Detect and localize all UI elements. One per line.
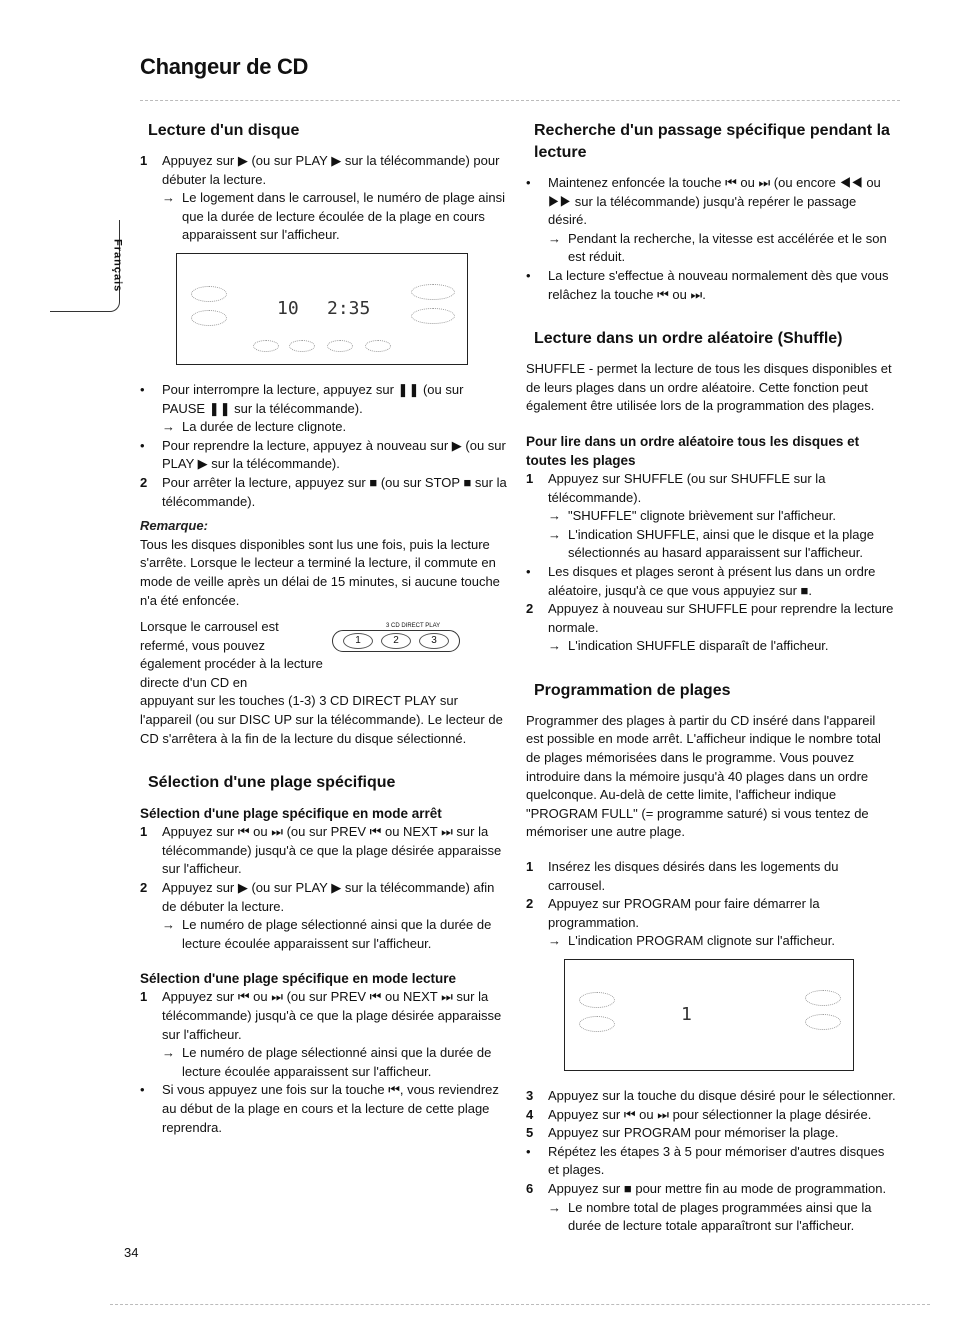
- section-heading-shuffle: Lecture dans un ordre aléatoire (Shuffle): [534, 330, 843, 348]
- step-text: Appuyez sur PROGRAM pour mémoriser la plage.: [548, 1125, 839, 1141]
- step: [526, 470, 896, 507]
- bullet-item: [526, 267, 896, 304]
- section-heading-recherche: Recherche d'un passage spécifique pendant la lecture: [534, 122, 890, 161]
- page-number: 34: [124, 1245, 139, 1260]
- step-text: Appuyez sur ▶ (ou sur PLAY ▶ sur la télécommande) afin de débuter la lecture.: [162, 880, 495, 914]
- direct-button-3: 3: [419, 633, 449, 649]
- arrow-icon: →: [548, 230, 561, 246]
- arrow-icon: →: [162, 1045, 175, 1061]
- step-number: 1: [140, 153, 148, 168]
- step: [140, 474, 510, 511]
- result-text: L'indication SHUFFLE disparaît de l'afficheur.: [568, 638, 829, 654]
- result-text: L'indication PROGRAM clignote sur l'afficheur.: [568, 933, 836, 949]
- step-text: Appuyez à nouveau sur SHUFFLE pour reprendre la lecture normale.: [548, 601, 894, 635]
- result-text: L'indication SHUFFLE, ainsi que le disque et la plage sélectionnés au hasard apparaissent sur l'afficheur.: [568, 526, 874, 561]
- step-number: 2: [140, 474, 148, 490]
- disc-segment-icon: [289, 340, 315, 352]
- bullet-icon: •: [526, 1143, 531, 1159]
- bullet-item: [140, 381, 510, 418]
- result-line: [526, 507, 896, 526]
- left-column: [140, 120, 510, 1137]
- arrow-icon: →: [548, 526, 561, 542]
- bullet-icon: •: [140, 381, 145, 397]
- result-text: Le logement dans le carrousel, le numéro de plage ainsi que la durée de lecture écoulée de la plage en cours apparaissent sur l'afficheur.: [182, 190, 506, 243]
- step-number: 2: [526, 896, 534, 912]
- direct-button-1: 1: [343, 633, 373, 649]
- step-number: 2: [526, 601, 534, 617]
- shuffle-intro: SHUFFLE - permet la lecture de tous les disques disponibles et de leurs plages dans un ordre aléatoire. Cette fonction peut également être utilisée lors de la programmation des plages.: [526, 361, 892, 414]
- bullet-item: [140, 1081, 510, 1137]
- remark-title: Remarque:: [140, 518, 208, 534]
- step: [526, 1087, 896, 1106]
- arrow-icon: →: [548, 638, 561, 654]
- display-track-number: 1: [681, 1004, 692, 1025]
- disc-segment-icon: [411, 308, 455, 324]
- subheading: Sélection d'une plage spécifique en mode lecture: [140, 971, 457, 987]
- bullet-icon: •: [526, 175, 531, 190]
- step: [526, 1106, 896, 1125]
- direct-play-block: [140, 618, 510, 692]
- step: [140, 152, 510, 189]
- step-text: Appuyez sur ⏮ ou ⏭ (ou sur PREV ⏮ ou NEXT ⏭ sur la télécommande) jusqu'à ce que la plage désirée apparaisse sur l'afficheur.: [162, 824, 502, 877]
- result-line: [526, 230, 896, 267]
- disc-segment-icon: [365, 340, 391, 352]
- bullet-item: [526, 563, 896, 600]
- step-number: 2: [140, 880, 148, 896]
- step: [140, 879, 510, 916]
- subheading: Sélection d'une plage spécifique en mode arrêt: [140, 806, 442, 822]
- arrow-icon: →: [162, 419, 175, 435]
- result-text: La durée de lecture clignote.: [182, 419, 347, 435]
- direct-button-2: 2: [381, 633, 411, 649]
- bullet-text: Si vous appuyez une fois sur la touche ⏮, vous reviendrez au début de la plage en cours et la lecture de cette plage reprendra.: [162, 1082, 499, 1135]
- disc-segment-icon: [579, 992, 615, 1008]
- bullet-item: [526, 1143, 896, 1180]
- step-text: Insérez les disques désirés dans les logements du carrousel.: [548, 859, 839, 893]
- direct-play-text: Lorsque le carrousel est refermé, vous pouvez également procéder à la lecture directe d'un CD en: [140, 619, 323, 690]
- step: [140, 988, 510, 1044]
- disc-segment-icon: [191, 286, 227, 302]
- step-text: Appuyez sur la touche du disque désiré pour le sélectionner.: [548, 1088, 896, 1103]
- result-text: Le numéro de plage sélectionné ainsi que la durée de lecture écoulée apparaissent sur l'afficheur.: [182, 917, 492, 951]
- step-text: Appuyez sur PROGRAM pour faire démarrer la programmation.: [548, 896, 820, 930]
- step-text: Appuyez sur ▶ (ou sur PLAY ▶ sur la télécommande) pour débuter la lecture.: [162, 153, 500, 187]
- step-text: Pour arrêter la lecture, appuyez sur ■ (ou sur STOP ■ sur la télécommande).: [162, 474, 507, 509]
- language-tab-label: Français: [111, 238, 124, 293]
- step-number: 1: [140, 824, 148, 840]
- result-line: [140, 189, 510, 245]
- step: [526, 1124, 896, 1143]
- divider: [140, 100, 900, 101]
- step-text: Appuyez sur ⏮ ou ⏭ pour sélectionner la plage désirée.: [548, 1106, 872, 1122]
- step-text: Appuyez sur SHUFFLE (ou sur SHUFFLE sur la télécommande).: [548, 470, 826, 505]
- result-line: [526, 637, 896, 656]
- result-line: [140, 418, 510, 437]
- language-tab: [50, 220, 124, 312]
- step: [526, 858, 896, 895]
- disc-segment-icon: [411, 284, 455, 300]
- divider: [110, 1304, 930, 1305]
- step-number: 4: [526, 1106, 534, 1122]
- result-line: [526, 526, 896, 563]
- bullet-icon: •: [140, 1082, 145, 1098]
- bullet-icon: •: [526, 563, 531, 579]
- direct-play-illustration: [332, 618, 460, 692]
- bullet-text: La lecture s'effectue à nouveau normalement dès que vous relâchez la touche ⏮ ou ⏭.: [548, 267, 889, 302]
- subheading: Pour lire dans un ordre aléatoire tous les disques et toutes les plages: [526, 433, 860, 468]
- result-line: [526, 932, 896, 951]
- bullet-text: Pour interrompre la lecture, appuyez sur ❚❚ (ou sur PAUSE ❚❚ sur la télécommande).: [162, 381, 464, 416]
- section-heading-lecture: Lecture d'un disque: [148, 122, 300, 139]
- arrow-icon: →: [548, 1199, 561, 1215]
- bullet-icon: •: [526, 267, 531, 283]
- step-text: Appuyez sur ■ pour mettre fin au mode de programmation.: [548, 1180, 887, 1196]
- bullet-text: Les disques et plages seront à présent lus dans un ordre aléatoire, jusqu'à ce que vous appuyiez sur ■.: [548, 563, 876, 598]
- result-line: [140, 1044, 510, 1081]
- step: [140, 823, 510, 879]
- arrow-icon: →: [162, 917, 175, 933]
- right-column: [526, 120, 896, 1236]
- programmation-intro: Programmer des plages à partir du CD inséré dans l'appareil est possible en mode arrêt. L'afficheur indique le nombre total de plages mémorisées dans le programme. Vous pouvez introduire dans la mémoire jusqu'à 40 plages dans un ordre quelconque. Au-delà de cette limite, l'afficheur indique "PROGRAM FULL" (= programme saturé) si vous tentez de mémoriser une autre plage.: [526, 712, 881, 840]
- step-number: 1: [140, 989, 148, 1005]
- disc-segment-icon: [253, 340, 279, 352]
- disc-segment-icon: [805, 1014, 841, 1030]
- result-text: Le nombre total de plages programmées ainsi que la durée de lecture totale apparaîtront sur l'afficheur.: [568, 1199, 872, 1234]
- display-track-number: 10: [277, 297, 299, 319]
- result-text: Le numéro de plage sélectionné ainsi que la durée de lecture écoulée apparaissent sur l'afficheur.: [182, 1045, 492, 1079]
- bullet-item: [526, 174, 896, 230]
- step-number: 6: [526, 1180, 534, 1196]
- arrow-icon: →: [162, 190, 175, 206]
- bullet-icon: •: [140, 437, 145, 453]
- bullet-text: Maintenez enfoncée la touche ⏮ ou ⏭ (ou encore ◀◀ ou ▶▶ sur la télécommande) jusqu'à repérer le passage désiré.: [548, 175, 881, 228]
- step: [526, 895, 896, 932]
- arrow-icon: →: [548, 933, 561, 949]
- disc-segment-icon: [327, 340, 353, 352]
- step-number: 3: [526, 1088, 534, 1103]
- step-number: 5: [526, 1125, 534, 1141]
- section-heading-programmation: Programmation de plages: [534, 681, 731, 699]
- step: [526, 600, 896, 637]
- lcd-display-play: [176, 253, 468, 365]
- arrow-icon: →: [548, 508, 561, 524]
- bullet-text: Répétez les étapes 3 à 5 pour mémoriser d'autres disques et plages.: [548, 1143, 885, 1178]
- direct-play-buttons: [332, 630, 460, 652]
- bullet-text: Pour reprendre la lecture, appuyez à nouveau sur ▶ (ou sur PLAY ▶ sur la télécommande).: [162, 437, 506, 472]
- page-title: Changeur de CD: [140, 54, 309, 79]
- lcd-display-program: [564, 959, 854, 1071]
- display-time: 2:35: [327, 297, 371, 319]
- direct-play-text-cont: appuyant sur les touches (1-3) 3 CD DIRECT PLAY sur l'appareil (ou sur DISC UP sur la télécommande). Le lecteur de CD s'arrêtera à la fin de la lecture du disque sélectionné.: [140, 693, 503, 746]
- disc-segment-icon: [191, 310, 227, 326]
- remark-text: Tous les disques disponibles sont lus une fois, puis la lecture s'arrête. Lorsque le lecteur a terminé la lecture, il commute en mode de veille après un délai de 15 minutes, si aucune touche n'a été enfoncée.: [140, 536, 500, 608]
- step-text: Appuyez sur ⏮ ou ⏭ (ou sur PREV ⏮ ou NEXT ⏭ sur la télécommande) jusqu'à ce que la plage désirée apparaisse sur l'afficheur.: [162, 989, 502, 1042]
- bullet-item: [140, 437, 510, 474]
- disc-segment-icon: [579, 1016, 615, 1032]
- result-line: [140, 916, 510, 953]
- result-text: "SHUFFLE" clignote brièvement sur l'afficheur.: [568, 508, 836, 524]
- section-heading-selection: Sélection d'une plage spécifique: [148, 774, 396, 792]
- step-number: 1: [526, 470, 534, 486]
- step-number: 1: [526, 859, 534, 875]
- result-line: [526, 1199, 896, 1236]
- direct-play-label: 3 CD DIRECT PLAY: [386, 623, 441, 630]
- result-text: Pendant la recherche, la vitesse est accélérée et le son est réduit.: [568, 230, 887, 265]
- step: [526, 1180, 896, 1199]
- disc-segment-icon: [805, 990, 841, 1006]
